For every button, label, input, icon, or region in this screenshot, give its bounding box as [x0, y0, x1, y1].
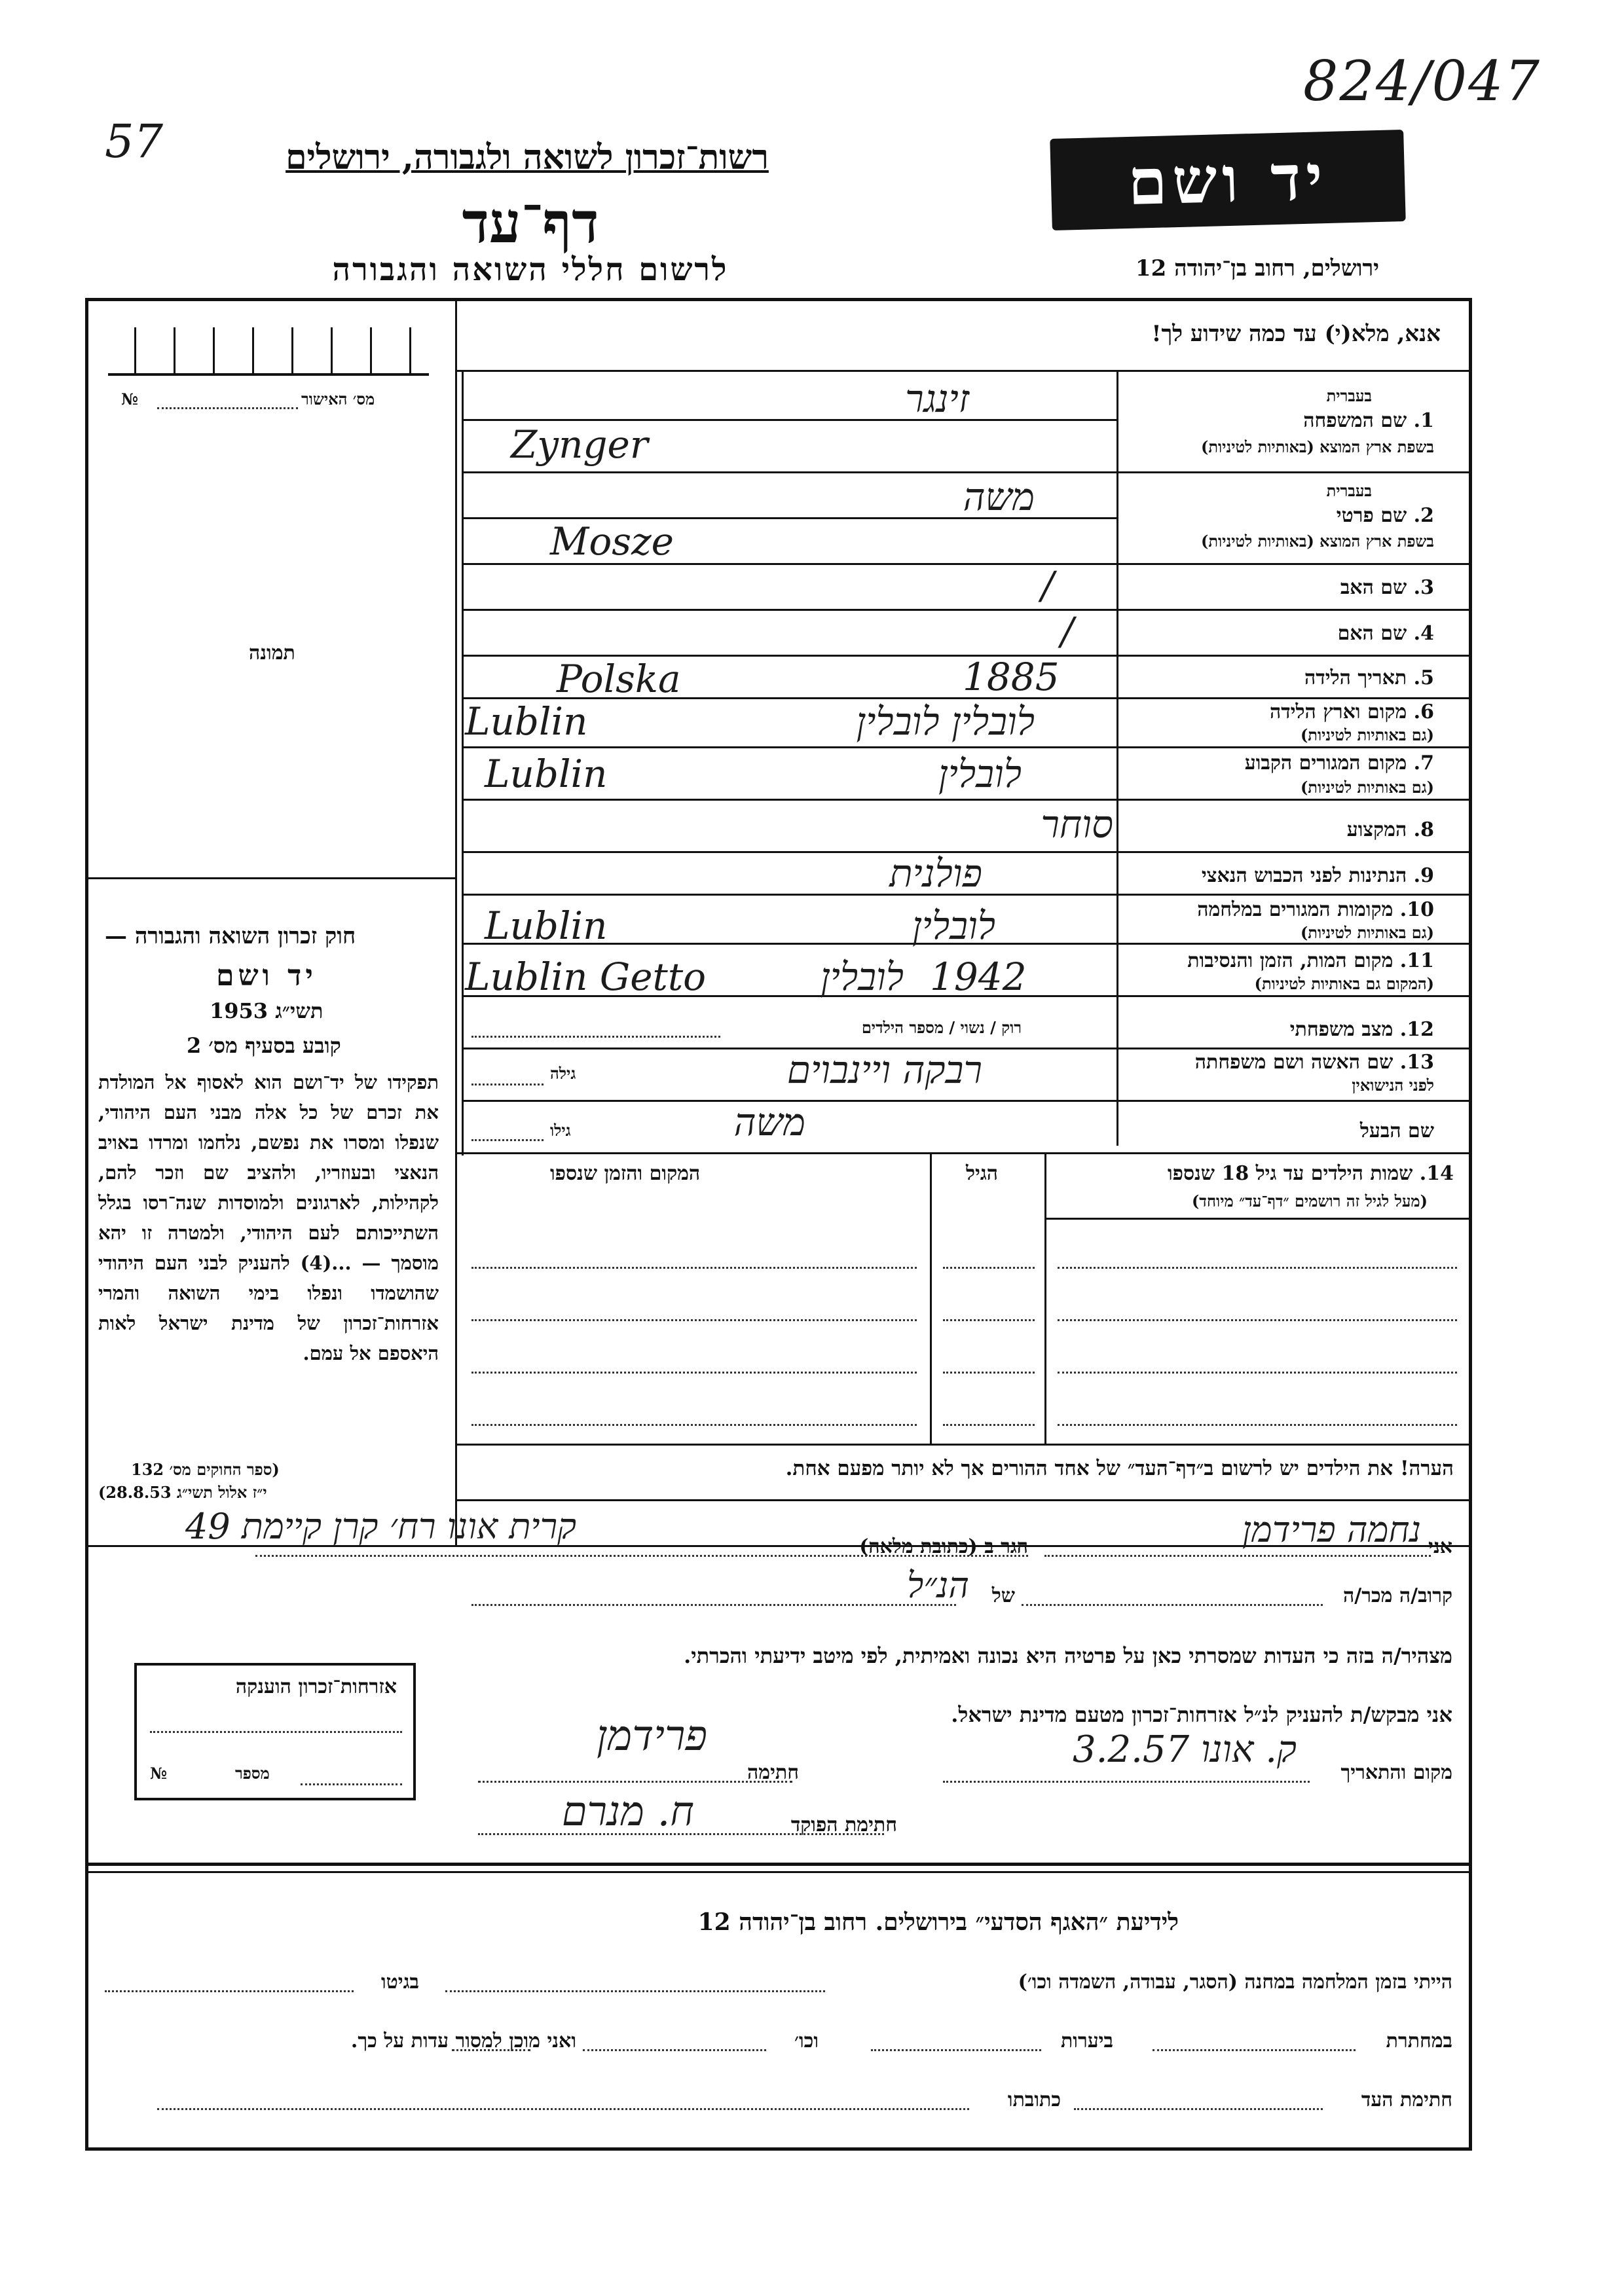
photo-area-bottom	[85, 877, 455, 879]
id-box-tick	[174, 327, 175, 373]
reference-number: 824/047	[1303, 49, 1541, 113]
footer-divider	[85, 1863, 1472, 1866]
signature-line	[478, 1781, 792, 1783]
document-subtitle: לרשום חללי השואה והגבורה	[332, 251, 729, 288]
husband-age-label: גילו	[550, 1121, 571, 1140]
footer-forests-line	[871, 2049, 1041, 2051]
signature-label: חתימה	[747, 1761, 799, 1784]
wife-name-label: 13. שם האשה ושם משפחתה	[1194, 1051, 1434, 1074]
row-line	[462, 1100, 1472, 1102]
children-row	[471, 1424, 917, 1426]
birth-place-label: 6. מקום וארץ הלידה	[1269, 701, 1434, 723]
footer-divider-2	[85, 1871, 1472, 1873]
wife-age-line	[471, 1084, 544, 1085]
children-row	[1058, 1424, 1457, 1426]
approval-number-suffix: №	[121, 390, 139, 409]
children-row	[1058, 1319, 1457, 1321]
law-text: תפקידו של יד־ושם הוא לאסוף אל המולדת את זכרם של כל אלה מבני העם היהודי, שנפלו ומסרו את נפשם, נלחמו ומרדו באויב הנאצי ובעוזריו, ולהציב שם וזכר להם, לקהילות, לארגונים ולמוסדות שנה־רסו בגלל השתייכותם לעם היהודי, ולמטרה זו יהא מוסמך — ...(4) להעניק לבני העם היהודי שהושמדו ונפלו בימי השואה והמרי אזרחות־זכרון של מדינת ישראל לאות היאספם אל עמם.	[98, 1071, 439, 1364]
officer-signature-label: חתימת הפוקד	[790, 1813, 897, 1836]
id-box-tick	[370, 327, 372, 373]
footer-witness-signature-line	[1074, 2108, 1323, 2110]
relation-line	[471, 1604, 956, 1606]
first-name-sublabel: בשפת ארץ המוצא (באותיות לטיניות)	[1201, 532, 1434, 551]
children-age-header: הגיל	[966, 1162, 999, 1185]
stamp-line	[150, 1731, 402, 1733]
approval-number-label: מס׳ האישור	[301, 390, 375, 409]
witness-resides-label: הגר ב (כתובת מלאה)	[859, 1535, 1028, 1558]
left-column-divider	[455, 298, 457, 1545]
death-place-latin: Lublin Getto	[465, 955, 707, 999]
mother-name-label: 4. שם האם	[1337, 622, 1434, 645]
residence-sublabel: (גם באותיות לטיניות)	[1300, 778, 1434, 797]
wife-name-value: רבקה ויינבוים	[786, 1048, 982, 1092]
husband-name-label: שם הבעל	[1359, 1120, 1434, 1142]
children-row	[471, 1267, 917, 1269]
law-year: תשי״ג 1953	[210, 998, 323, 1023]
father-name-value: /	[1041, 563, 1054, 608]
place-date-value: ק. אונו 3.2.57	[1073, 1728, 1297, 1771]
mother-name-value: /	[1061, 609, 1074, 653]
children-section-top	[455, 1152, 1472, 1154]
first-name-label: 2. שם פרטי	[1336, 504, 1434, 527]
answer-left-border	[462, 370, 464, 1156]
row-line	[462, 471, 1472, 473]
footer-ghetto-line	[105, 1990, 354, 1992]
family-status-options: רוק / נשוי / מספר הילדים	[861, 1018, 1022, 1037]
witness-i-label: אני	[1428, 1535, 1452, 1558]
husband-age-line	[471, 1139, 544, 1141]
declaration-text: מצהיר/ה בזה כי העדות שמסרתי כאן על פרטיה היא נכונה ואמיתית, לפי מיטב ידיעתי והכרתי.	[684, 1643, 1452, 1668]
witness-name-line	[1044, 1555, 1431, 1557]
footer-address-line	[157, 2108, 969, 2110]
page-mark: 57	[105, 115, 164, 168]
footer-notice: לידיעת ״האגף הסדעי״ בירושלים. רחוב בן־יהודה 12	[697, 1908, 1179, 1936]
relative-label: קרוב/ה מכר/ה	[1343, 1584, 1452, 1607]
footer-camp-label: הייתי בזמן המלחמה במחנה (הסגר, עבודה, השמדה וכו׳)	[1018, 1971, 1452, 1994]
document-title: דף־עד	[462, 190, 599, 256]
photo-placeholder-label: תמונה	[249, 642, 295, 665]
wartime-residence-hebrew: לובלין	[912, 903, 995, 948]
approval-number-line	[157, 407, 298, 409]
family-name-latin: Zynger	[511, 422, 648, 467]
children-col-divider	[930, 1152, 932, 1444]
id-box-tick	[291, 327, 293, 373]
stamp-title: אזרחות־זכרון הוענקה	[235, 1675, 397, 1698]
birth-place-sublabel: (גם באותיות לטיניות)	[1300, 725, 1434, 744]
row-line	[462, 609, 1472, 611]
father-name-label: 3. שם האב	[1340, 576, 1434, 599]
first-name-latin: Mosze	[550, 519, 674, 564]
stamp-number-label: מספר	[235, 1764, 270, 1783]
id-box-tick	[252, 327, 254, 373]
law-reference-2: י״ז אלול תשי״ג 28.8.53)	[98, 1483, 267, 1502]
children-row	[1058, 1267, 1457, 1269]
footer-forests-label: ביערות	[1060, 2030, 1113, 2052]
first-name-hebrew: משה	[963, 475, 1035, 519]
children-row	[1058, 1372, 1457, 1374]
children-sublabel: (מעל לגיל זה רושמים ״דף־עד״ מיוחד)	[1191, 1192, 1428, 1211]
children-row	[943, 1319, 1035, 1321]
wartime-residence-label: 10. מקומות המגורים במלחמה	[1197, 898, 1434, 921]
footer-address-label: כתובתו	[1007, 2088, 1061, 2111]
children-row	[943, 1424, 1035, 1426]
id-box-tick	[409, 327, 411, 373]
row-line	[462, 799, 1472, 801]
relative-of-label: של	[991, 1584, 1015, 1607]
citizenship-label: 9. הנתינות לפני הכבוש הנאצי	[1201, 864, 1434, 887]
stamp-number-line	[301, 1783, 402, 1785]
id-boxes	[108, 327, 429, 376]
witness-name-value: נחמה פרידמן	[1242, 1509, 1421, 1550]
authority-name: רשות־זכרון לשואה ולגבורה, ירושלים	[286, 137, 769, 177]
birth-date-label: 5. תאריך הלידה	[1304, 666, 1434, 689]
death-place-label: 11. מקום המות, הזמן והנסיבות	[1187, 949, 1434, 972]
row-line	[462, 419, 1116, 421]
stamp-number-suffix: №	[150, 1764, 168, 1783]
id-box-tick	[331, 327, 333, 373]
footer-testimony-line	[452, 2049, 530, 2051]
citizenship-value: פולנית	[889, 851, 982, 896]
memorial-citizenship-stamp	[134, 1663, 416, 1800]
children-row	[471, 1319, 917, 1321]
note-top-line	[455, 1444, 1472, 1446]
footer-camp-line	[445, 1990, 825, 1992]
hebrew-tag-2: בעברית	[1326, 481, 1372, 500]
birth-date-value: 1885	[963, 655, 1060, 699]
family-name-label: 1. שם המשפחה	[1303, 409, 1434, 432]
wartime-residence-latin: Lublin	[485, 903, 608, 948]
law-name: יד ושם	[216, 959, 317, 993]
logo-text: יד ושם	[1126, 140, 1329, 219]
label-column-divider	[1116, 370, 1118, 1146]
relation-value: הנ״ל	[907, 1565, 969, 1606]
id-box-tick	[134, 327, 136, 373]
witness-signature: פרידמן	[596, 1712, 707, 1760]
children-row	[471, 1372, 917, 1374]
husband-name-value: משה	[733, 1100, 805, 1144]
children-header-line	[1044, 1218, 1472, 1220]
footer-ghetto-label: בגיטו	[380, 1971, 419, 1994]
children-row	[943, 1372, 1035, 1374]
footer-witness-signature-label: חתימת העד	[1361, 2088, 1452, 2111]
death-place-sublabel: (המקום גם באותיות לטיניות)	[1254, 974, 1434, 993]
wife-name-sublabel: לפני הנישואין	[1352, 1076, 1434, 1095]
family-status-label: 12. מצב משפחתי	[1289, 1018, 1434, 1041]
children-col-divider	[1044, 1152, 1046, 1444]
row-line	[462, 746, 1472, 748]
birth-place-latin: Lublin	[465, 699, 588, 744]
note-bottom-line	[455, 1499, 1472, 1501]
place-date-label: מקום והתאריך	[1340, 1761, 1452, 1784]
officer-signature: ח. מנרם	[561, 1787, 694, 1835]
row-line	[455, 370, 1472, 372]
law-reference-1: (ספר החוקים מס׳ 132	[131, 1460, 280, 1479]
institution-address: ירושלים, רחוב בן־יהודה 12	[1135, 255, 1380, 282]
profession-label: 8. המקצוע	[1346, 818, 1434, 841]
death-place-hebrew: לובלין	[820, 955, 904, 999]
place-date-line	[943, 1781, 1310, 1783]
birth-country-value: Polska	[557, 657, 681, 701]
relative-line	[1022, 1604, 1323, 1606]
law-title: חוק זכרון השואה והגבורה —	[105, 923, 356, 949]
footer-underground-line	[1153, 2049, 1356, 2051]
family-name-sublabel: בשפת ארץ המוצא (באותיות לטיניות)	[1201, 437, 1434, 456]
footer-underground-label: במחתרת	[1386, 2030, 1452, 2052]
children-place-header: המקום והזמן שנספו	[550, 1162, 701, 1185]
death-year-value: 1942	[930, 955, 1027, 999]
id-box-tick	[213, 327, 215, 373]
birth-place-hebrew: לובלין לובלין	[856, 699, 1035, 744]
family-name-hebrew: זינגר	[905, 376, 969, 421]
footer-etc-label: וכו׳	[794, 2030, 819, 2052]
family-status-line	[471, 1036, 720, 1038]
footer-etc-line	[583, 2049, 766, 2051]
residence-hebrew: לובלין	[938, 752, 1022, 796]
residence-latin: Lublin	[485, 752, 608, 796]
footer-testimony-label: ואני מוכן למסור עדות על כך.	[350, 2030, 576, 2052]
yad-vashem-logo	[1050, 130, 1405, 230]
children-row	[943, 1267, 1035, 1269]
officer-signature-line	[478, 1833, 884, 1835]
law-clause: קובע בסעיף מס׳ 2	[187, 1033, 341, 1058]
residence-label: 7. מקום המגורים הקבוע	[1244, 752, 1434, 774]
children-label: 14. שמות הילדים עד גיל 18 שנספו	[1167, 1162, 1454, 1185]
profession-value: סוחר	[1041, 802, 1113, 847]
wife-age-label: גילה	[550, 1064, 576, 1083]
fill-instruction: אנא, מלא(י) עד כמה שידוע לך!	[1151, 321, 1441, 347]
wartime-residence-sublabel: (גם באותיות לטיניות)	[1300, 923, 1434, 942]
witness-address-line	[255, 1555, 1028, 1557]
witness-address-value: קרית אונו רח׳ קרן קיימת 49	[185, 1506, 576, 1547]
hebrew-tag-1: בעברית	[1326, 386, 1372, 405]
request-text: אני מבקש/ת להעניק לנ״ל אזרחות־זכרון מטעם מדינת ישראל.	[951, 1702, 1452, 1727]
children-note: הערה! את הילדים יש לרשום ב״דף־העד״ של אחד ההורים אך לא יותר מפעם אחת.	[785, 1457, 1454, 1480]
